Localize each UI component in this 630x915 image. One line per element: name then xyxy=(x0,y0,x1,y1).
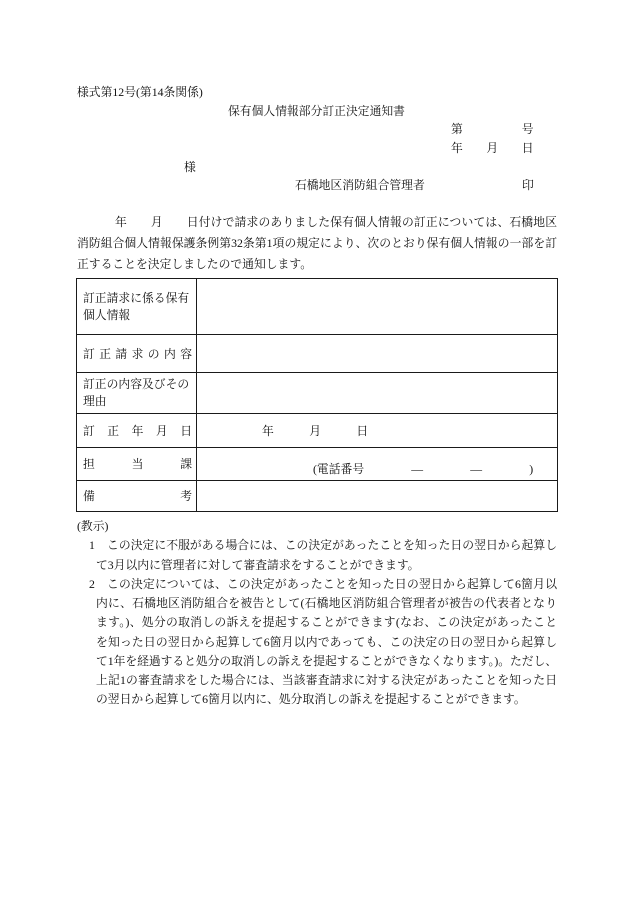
instruction-first-line xyxy=(89,575,557,594)
document-number: 第 号 xyxy=(451,122,534,136)
notice-body xyxy=(77,212,557,275)
row-label-department: 担当課 xyxy=(83,457,192,471)
row-label-remarks: 備考 xyxy=(83,489,192,503)
form-number: 様式第12号(第14条関係) xyxy=(77,85,203,99)
row-label-cell xyxy=(77,448,197,481)
instruction-first-line xyxy=(89,536,557,555)
table-row xyxy=(77,373,558,414)
notice-body-line: 消防組合個人情報保護条例第32条第1項の規定により、次のとおり保有個人情報の一部を訂 xyxy=(77,235,557,250)
row-label-requested-info: 訂正請求に係る保有 個人情報 xyxy=(83,290,190,322)
instruction-line: て3月以内に管理者に対して審査請求をすることができます。 xyxy=(96,557,420,572)
instruction-item xyxy=(89,536,557,575)
instruction-item xyxy=(89,575,557,710)
row-value-cell xyxy=(197,279,558,335)
instruction-line: 上記1の審査請求をした場合には、当該審査請求に対する決定があったことを知った日 xyxy=(96,673,557,688)
row-label-request-content: 訂正請求の内容 xyxy=(83,346,192,361)
instruction-line: ます。)、処分の取消しの訴えを提起することができます(なお、この決定があったこと xyxy=(96,615,557,630)
addressee-suffix: 様 xyxy=(184,160,196,174)
correction-date-value: 年 月 日 xyxy=(262,423,369,438)
instruction-line: の翌日から起算して6箇月以内に、処分取消しの訴えを提起することができます。 xyxy=(96,692,526,707)
row-value-cell xyxy=(197,335,558,373)
phone-number-value: (電話番号 — — ) xyxy=(313,462,534,476)
instruction-line: て1年を経過すると処分の取消しの訴えを提起することができなくなります。)。ただし、 xyxy=(96,653,557,668)
row-label-cell xyxy=(77,335,197,373)
instruction-line: を知った日の翌日から起算して6箇月以内であっても、この決定の日の翌日から起算し xyxy=(96,634,557,649)
sender-name: 石橋地区消防組合管理者 xyxy=(295,178,425,192)
table-row xyxy=(77,335,558,373)
instruction-line: この決定については、この決定があったことを知った日の翌日から起算して6箇月以 xyxy=(107,576,557,591)
table-row xyxy=(77,414,558,448)
document-date: 年 月 日 xyxy=(451,141,534,155)
row-value-cell xyxy=(197,448,558,481)
correction-decision-table xyxy=(76,278,558,512)
row-label-correction-reason: 訂正の内容及びその 理由 xyxy=(83,377,190,408)
seal-mark: 印 xyxy=(522,178,534,192)
instruction-line: 内に、石橋地区消防組合を被告として(石橋地区消防組合管理者が被告の代表者となり xyxy=(96,596,557,611)
table-row xyxy=(77,448,558,481)
row-value-cell xyxy=(197,481,558,512)
row-label-cell xyxy=(77,373,197,414)
instructions-heading: (教示) xyxy=(77,519,109,533)
instruction-number: 1 xyxy=(89,538,95,553)
table-row xyxy=(77,279,558,335)
row-label-correction-date: 訂正年月日 xyxy=(83,423,192,438)
notice-body-line: 年 月 日付けで請求のありました保有個人情報の訂正については、石橋地区 xyxy=(115,214,557,229)
row-value-cell xyxy=(197,373,558,414)
instructions-section xyxy=(89,536,557,709)
table-row xyxy=(77,481,558,512)
row-label-cell xyxy=(77,481,197,512)
instruction-number: 2 xyxy=(89,576,95,591)
notice-body-line: 正することを決定しましたので通知します。 xyxy=(77,256,312,271)
row-label-cell xyxy=(77,414,197,448)
row-label-cell xyxy=(77,279,197,335)
instruction-line: この決定に不服がある場合には、この決定があったことを知った日の翌日から起算し xyxy=(107,538,557,553)
row-value-cell xyxy=(197,414,558,448)
document-title: 保有個人情報部分訂正決定通知書 xyxy=(228,104,405,118)
